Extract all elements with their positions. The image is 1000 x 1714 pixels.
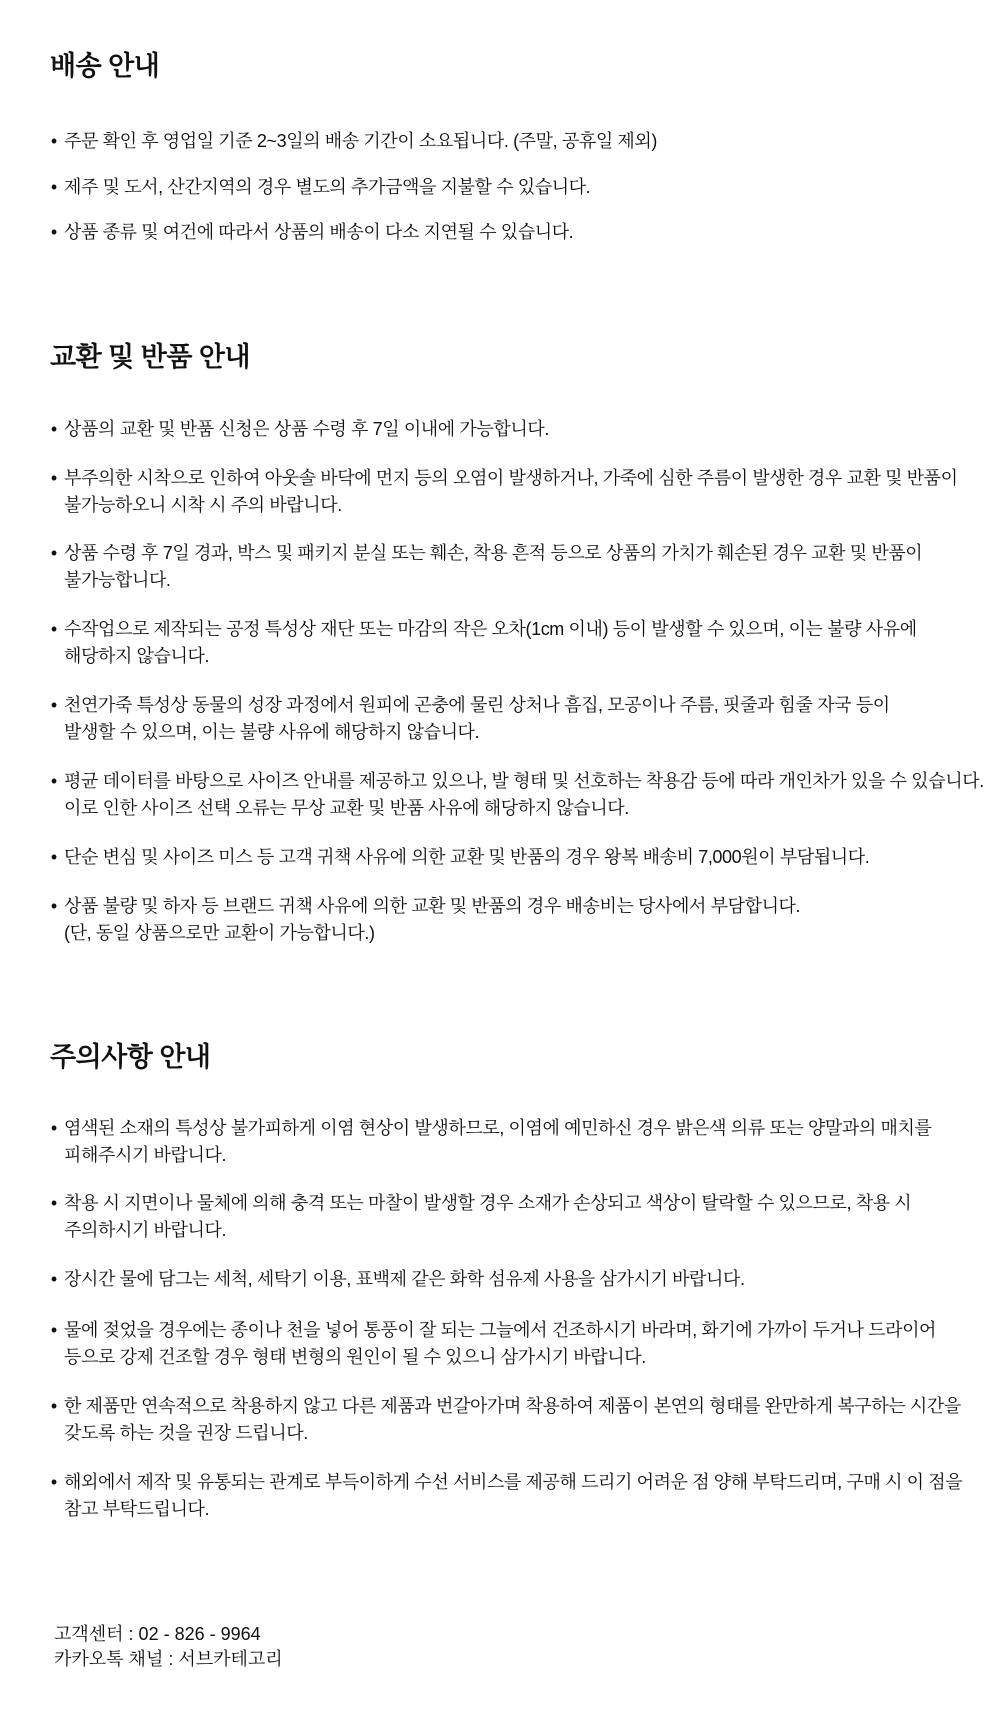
list-item [48, 1190, 911, 1244]
bullet-icon: • [50, 618, 58, 639]
bullet-icon: • [50, 542, 58, 563]
customer-center-phone: 고객센터 : 02 - 826 - 9964 [54, 1624, 261, 1644]
list-item [48, 219, 573, 246]
list-item [48, 893, 800, 947]
list-item-text: 염색된 소재의 특성상 불가피하게 이염 현상이 발생하므로, 이염에 예민하신 경우 밝은색 의류 또는 양말과의 매치를 [64, 1117, 932, 1138]
list-item-text: 제주 및 도서, 산간지역의 경우 별도의 추가금액을 지불할 수 있습니다. [64, 176, 591, 197]
bullet-icon: • [50, 130, 58, 151]
list-item-text: 수작업으로 제작되는 공정 특성상 재단 또는 마감의 작은 오차(1cm 이내) 등이 발생할 수 있으며, 이는 불량 사유에 [64, 618, 917, 639]
list-item [48, 1317, 936, 1371]
list-item-text: 참고 부탁드립니다. [64, 1498, 210, 1519]
list-item-text: 갖도록 하는 것을 권장 드립니다. [64, 1422, 308, 1443]
list-item-text: 해당하지 않습니다. [64, 645, 210, 666]
bullet-icon: • [50, 1319, 58, 1340]
bullet-icon: • [50, 418, 58, 439]
list-item-text: (단, 동일 상품으로만 교환이 가능합니다.) [64, 922, 375, 943]
bullet-icon: • [50, 1395, 58, 1416]
bullet-icon: • [50, 221, 58, 242]
list-item [48, 692, 890, 746]
list-item-text: 피해주시기 바랍니다. [64, 1144, 227, 1165]
list-item [48, 416, 549, 443]
list-item-text: 발생할 수 있으며, 이는 불량 사유에 해당하지 않습니다. [64, 721, 480, 742]
list-item-text: 천연가죽 특성상 동물의 성장 과정에서 원피에 곤충에 물린 상처나 흠집, 모공이나 주름, 핏줄과 힘줄 자국 등이 [64, 694, 890, 715]
list-item-text: 상품의 교환 및 반품 신청은 상품 수령 후 7일 이내에 가능합니다. [64, 418, 549, 439]
bullet-icon: • [50, 1192, 58, 1213]
bullet-icon: • [50, 1268, 58, 1289]
list-item [48, 128, 657, 155]
section-title: 배송 안내 [50, 51, 160, 81]
list-item [48, 1115, 931, 1169]
list-item [48, 1266, 745, 1293]
list-item-text: 부주의한 시착으로 인하여 아웃솔 바닥에 먼지 등의 오염이 발생하거나, 가죽에 심한 주름이 발생한 경우 교환 및 반품이 [64, 467, 958, 488]
bullet-icon: • [50, 846, 58, 867]
section-title: 주의사항 안내 [50, 1042, 211, 1072]
list-item-text: 불가능하오니 시착 시 주의 바랍니다. [64, 494, 342, 515]
bullet-icon: • [50, 467, 58, 488]
list-item-text: 상품 수령 후 7일 경과, 박스 및 패키지 분실 또는 훼손, 착용 흔적 등으로 상품의 가치가 훼손된 경우 교환 및 반품이 [64, 542, 923, 563]
bullet-icon: • [50, 1117, 58, 1138]
list-item-text: 상품 종류 및 여건에 따라서 상품의 배송이 다소 지연될 수 있습니다. [64, 221, 574, 242]
list-item [48, 768, 984, 822]
list-item [48, 616, 917, 670]
list-item-text: 단순 변심 및 사이즈 미스 등 고객 귀책 사유에 의한 교환 및 반품의 경우 왕복 배송비 7,000원이 부담됩니다. [64, 846, 870, 867]
bullet-icon: • [50, 895, 58, 916]
list-item-text: 물에 젖었을 경우에는 종이나 천을 넣어 통풍이 잘 되는 그늘에서 건조하시기 바라며, 화기에 가까이 두거나 드라이어 [64, 1319, 937, 1340]
bullet-icon: • [50, 770, 58, 791]
list-item-text: 평균 데이터를 바탕으로 사이즈 안내를 제공하고 있으나, 발 형태 및 선호하는 착용감 등에 따라 개인차가 있을 수 있습니다. [64, 770, 984, 791]
list-item-text: 주의하시기 바랍니다. [64, 1219, 227, 1240]
list-item-text: 이로 인한 사이즈 선택 오류는 무상 교환 및 반품 사유에 해당하지 않습니다. [64, 797, 629, 818]
list-item-text: 상품 불량 및 하자 등 브랜드 귀책 사유에 의한 교환 및 반품의 경우 배송비는 당사에서 부담합니다. [64, 895, 801, 916]
list-item-text: 한 제품만 연속적으로 착용하지 않고 다른 제품과 번갈아가며 착용하여 제품이 본연의 형태를 완만하게 복구하는 시간을 [64, 1395, 961, 1416]
list-item [48, 1469, 962, 1523]
list-item-text: 착용 시 지면이나 물체에 의해 충격 또는 마찰이 발생할 경우 소재가 손상되고 색상이 탈락할 수 있으므로, 착용 시 [64, 1192, 912, 1213]
list-item [48, 174, 590, 201]
bullet-icon: • [50, 1471, 58, 1492]
bullet-icon: • [50, 176, 58, 197]
list-item [48, 1393, 961, 1447]
list-item-text: 불가능합니다. [64, 569, 171, 590]
list-item [48, 465, 958, 519]
bullet-icon: • [50, 694, 58, 715]
list-item-text: 등으로 강제 건조할 경우 형태 변형의 원인이 될 수 있으니 삼가시기 바랍니다. [64, 1346, 646, 1367]
section-title: 교환 및 반품 안내 [50, 342, 251, 372]
list-item-text: 해외에서 제작 및 유통되는 관계로 부득이하게 수선 서비스를 제공해 드리기 어려운 점 양해 부탁드리며, 구매 시 이 점을 [64, 1471, 963, 1492]
kakao-channel: 카카오톡 채널 : 서브카테고리 [54, 1649, 283, 1669]
list-item [48, 540, 922, 594]
list-item-text: 주문 확인 후 영업일 기준 2~3일의 배송 기간이 소요됩니다. (주말, 공휴일 제외) [64, 130, 657, 151]
list-item [48, 844, 869, 871]
list-item-text: 장시간 물에 담그는 세척, 세탁기 이용, 표백제 같은 화학 섬유제 사용을 삼가시기 바랍니다. [64, 1268, 745, 1289]
